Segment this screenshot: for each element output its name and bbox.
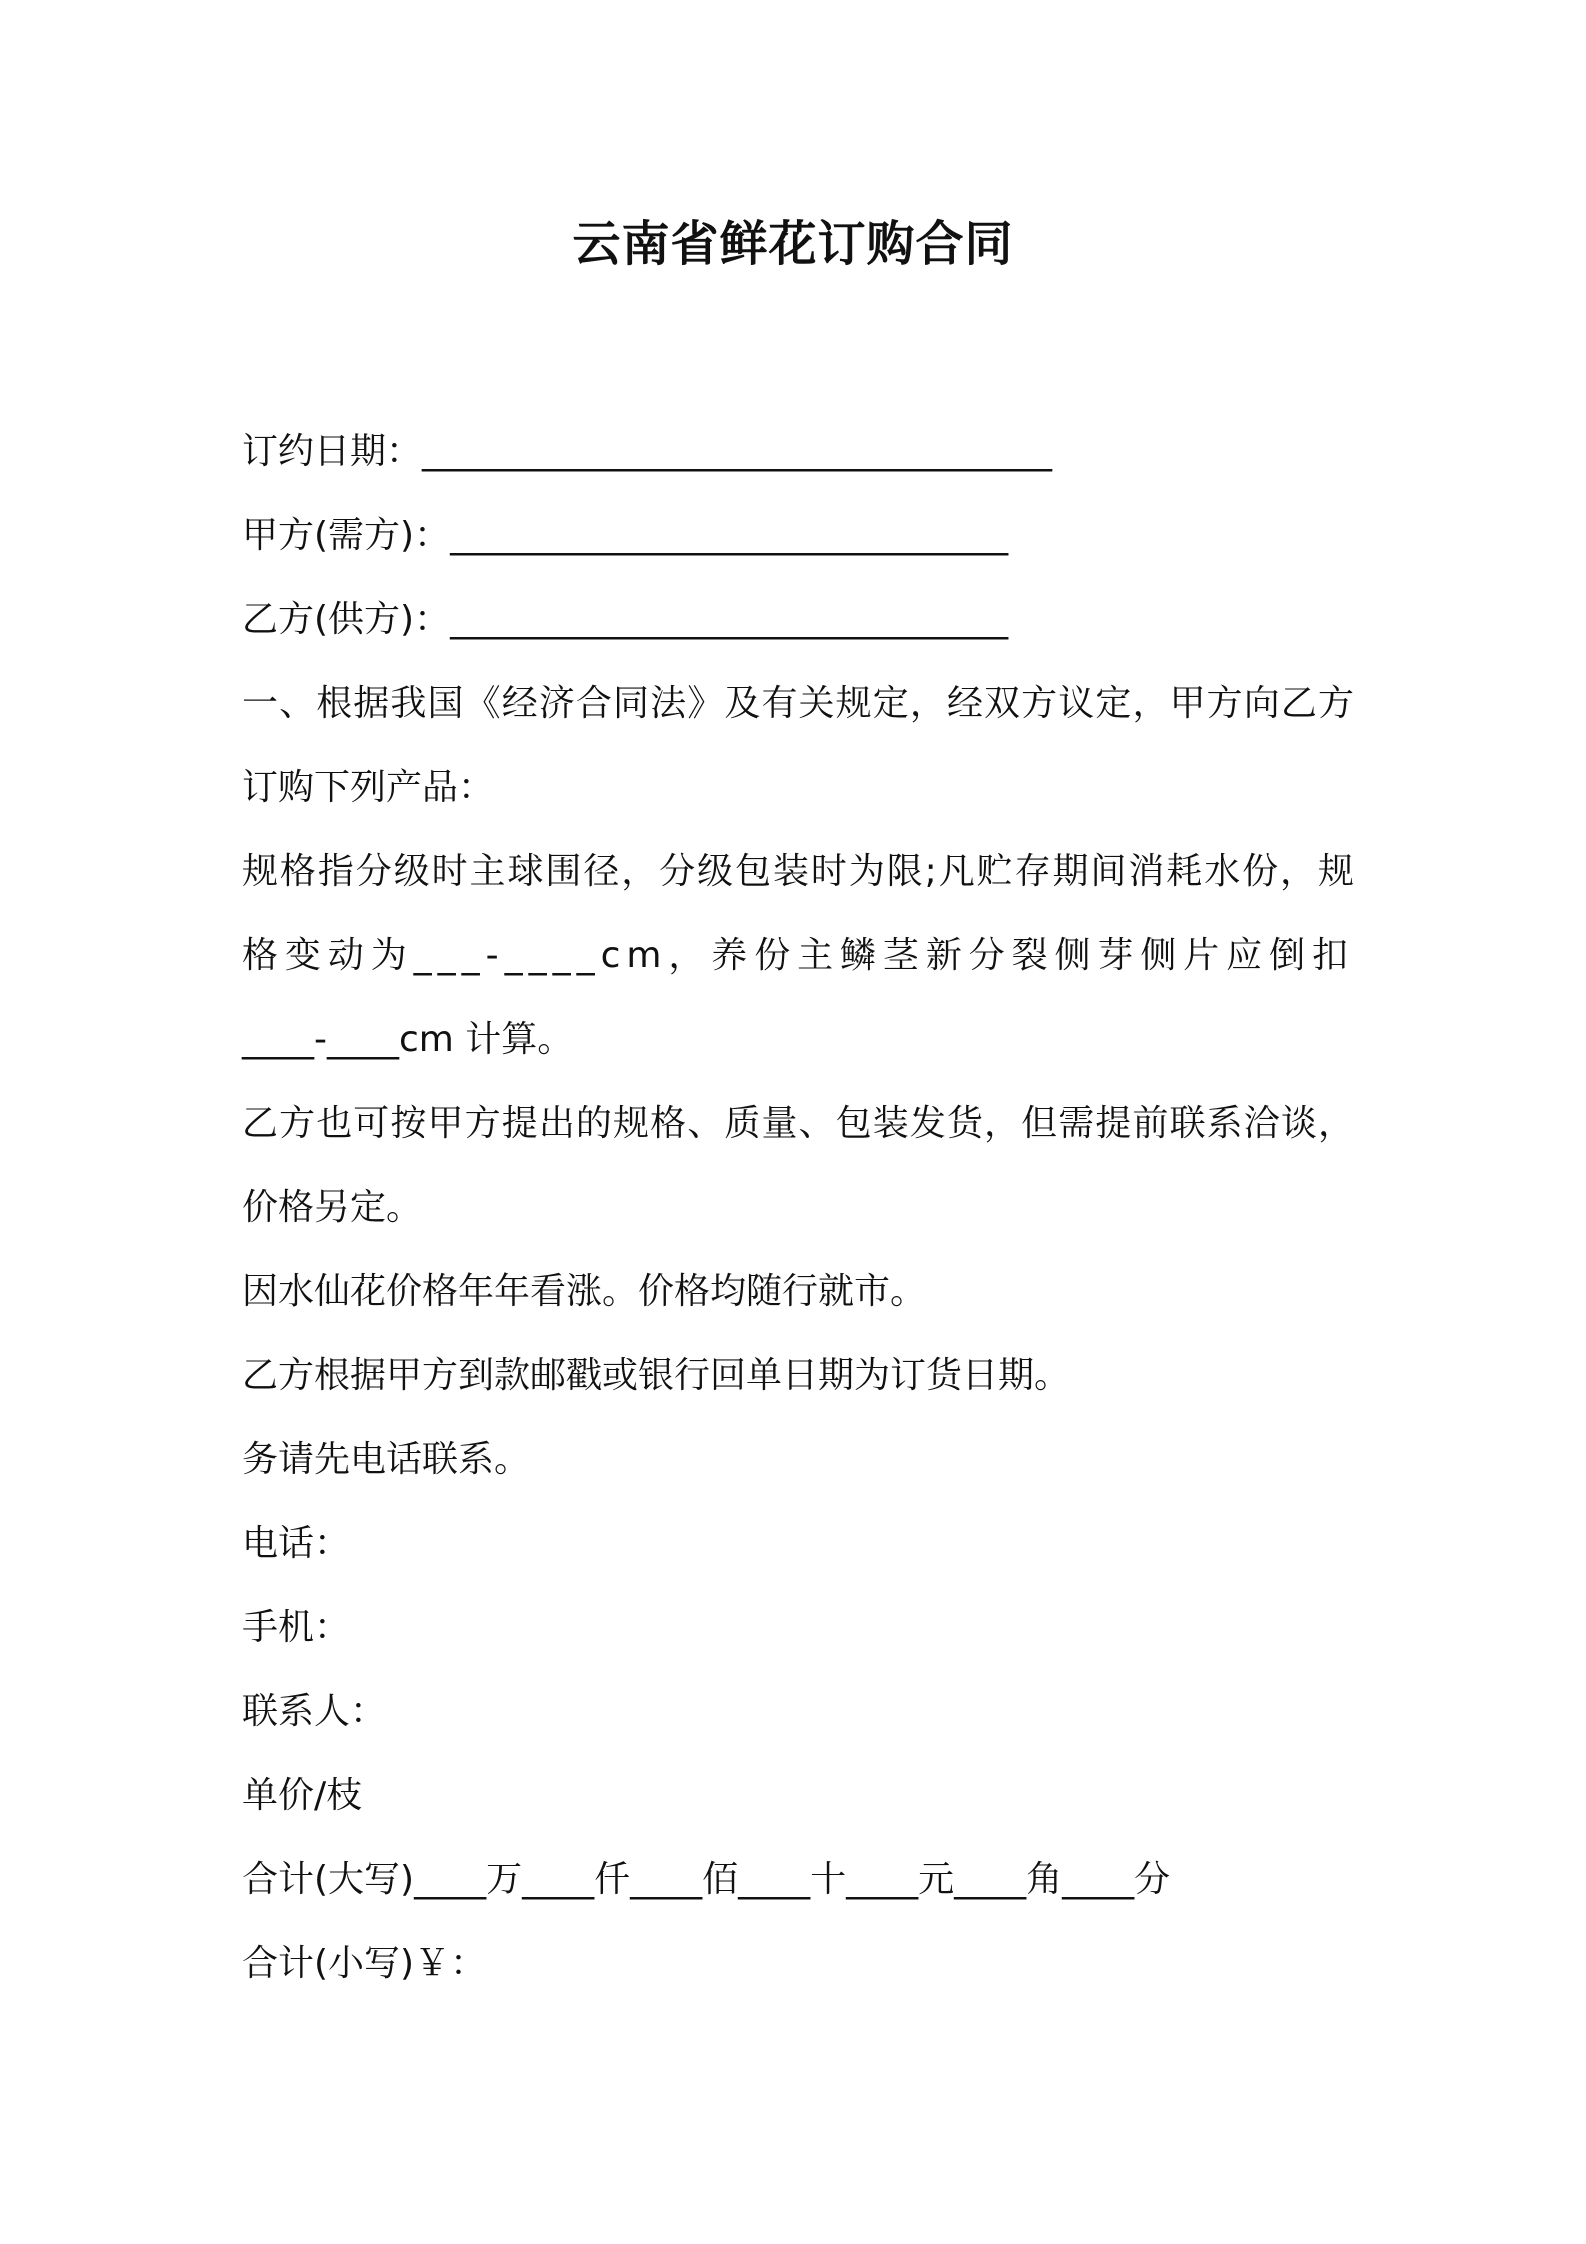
total-lowercase-line: 合计(小写)￥： (242, 1943, 487, 1984)
party-b-line: 乙方(供方)：_______________________________ (242, 599, 1009, 640)
contract-date-line: 订约日期：___________________________________ (242, 431, 1053, 472)
document-title: 云南省鲜花订购合同 (572, 216, 1014, 272)
call-first-line: 务请先电话联系。 (242, 1439, 531, 1480)
unit-price-line: 单价/枝 (242, 1775, 363, 1816)
clause-one-line-1: 一、根据我国《经济合同法》及有关规定，经双方议定，甲方向乙方 (242, 683, 1354, 724)
shipping-line-2: 价格另定。 (242, 1187, 423, 1228)
spec-line-3: ____-____cm 计算。 (242, 1019, 574, 1060)
spec-line-2: 格变动为___-____cm，养份主鳞茎新分裂侧芽侧片应倒扣 (242, 935, 1354, 976)
order-date-line: 乙方根据甲方到款邮戳或银行回单日期为订货日期。 (242, 1355, 1071, 1396)
mobile-line: 手机： (242, 1607, 351, 1648)
total-uppercase-line: 合计(大写)____万____仟____佰____十____元____角____分 (242, 1859, 1171, 1900)
contact-person-line: 联系人： (242, 1691, 387, 1732)
spec-line-1: 规格指分级时主球围径，分级包装时为限;凡贮存期间消耗水份，规 (242, 851, 1354, 892)
shipping-line-1: 乙方也可按甲方提出的规格、质量、包装发货，但需提前联系洽谈， (242, 1103, 1354, 1144)
phone-line: 电话： (242, 1523, 351, 1564)
document-body (242, 410, 1354, 2006)
party-a-line: 甲方(需方)：_______________________________ (242, 515, 1009, 556)
clause-one-line-2: 订购下列产品： (242, 767, 495, 808)
price-note-line: 因水仙花价格年年看涨。价格均随行就市。 (242, 1271, 927, 1312)
